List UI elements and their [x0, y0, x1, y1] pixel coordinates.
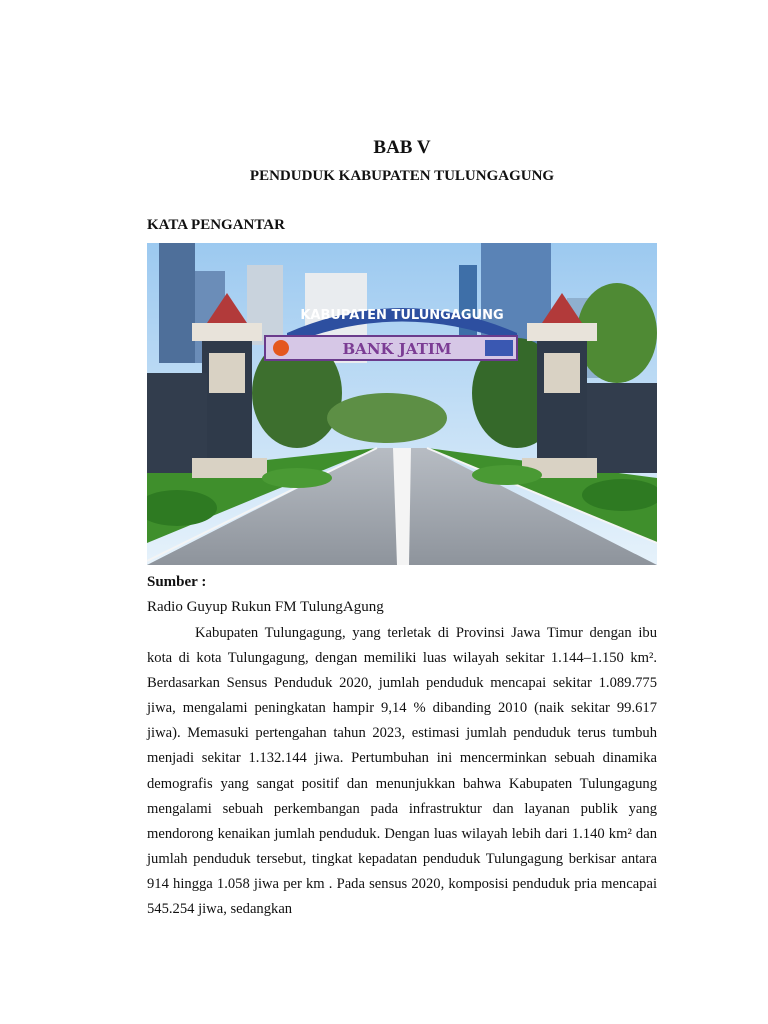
- gate-photo-illustration: [147, 243, 657, 565]
- arch-sign-text: KABUPATEN TULUNGAGUNG: [300, 308, 504, 323]
- banner-text: BANK JATIM: [342, 340, 452, 358]
- section-heading: KATA PENGANTAR: [147, 217, 285, 233]
- source-label: Sumber :: [147, 574, 207, 590]
- gate-photo: [147, 243, 657, 565]
- chapter-heading: BAB V: [373, 137, 431, 158]
- source-value: Radio Guyup Rukun FM TulungAgung: [147, 599, 384, 615]
- body-paragraph: Kabupaten Tulungagung, yang terletak di Provinsi Jawa Timur dengan ibu kota di kota Tulungagung, dengan memiliki luas wilayah sekitar 1.144–1.150 km². Berdasarkan Sensus Penduduk 2020, jumlah penduduk mencapai sekitar 1.089.775 jiwa, mengalami peningkatan hampir 9,14 % dibanding 2010 (naik sekitar 99.617 jiwa). Memasuki pertengahan tahun 2023, estimasi jumlah penduduk terus tumbuh menjadi sekitar 1.132.144 jiwa. Pertumbuhan ini mencerminkan sebuah dinamika demografis yang sangat positif dan menunjukkan bahwa Kabupaten Tulungagung mengalami sebuah perkembangan pada infrastruktur dan layanan publik yang mendorong kenaikan jumlah penduduk. Dengan luas wilayah lebih dari 1.140 km² dan jumlah penduduk tersebut, tingkat kepadatan penduduk Tulungagung berkisar antara 914 hingga 1.058 jiwa per km . Pada sensus 2020, komposisi penduduk pria mencapai 545.254 jiwa, sedangkan: [147, 625, 657, 918]
- chapter-title: PENDUDUK KABUPATEN TULUNGAGUNG: [249, 168, 555, 184]
